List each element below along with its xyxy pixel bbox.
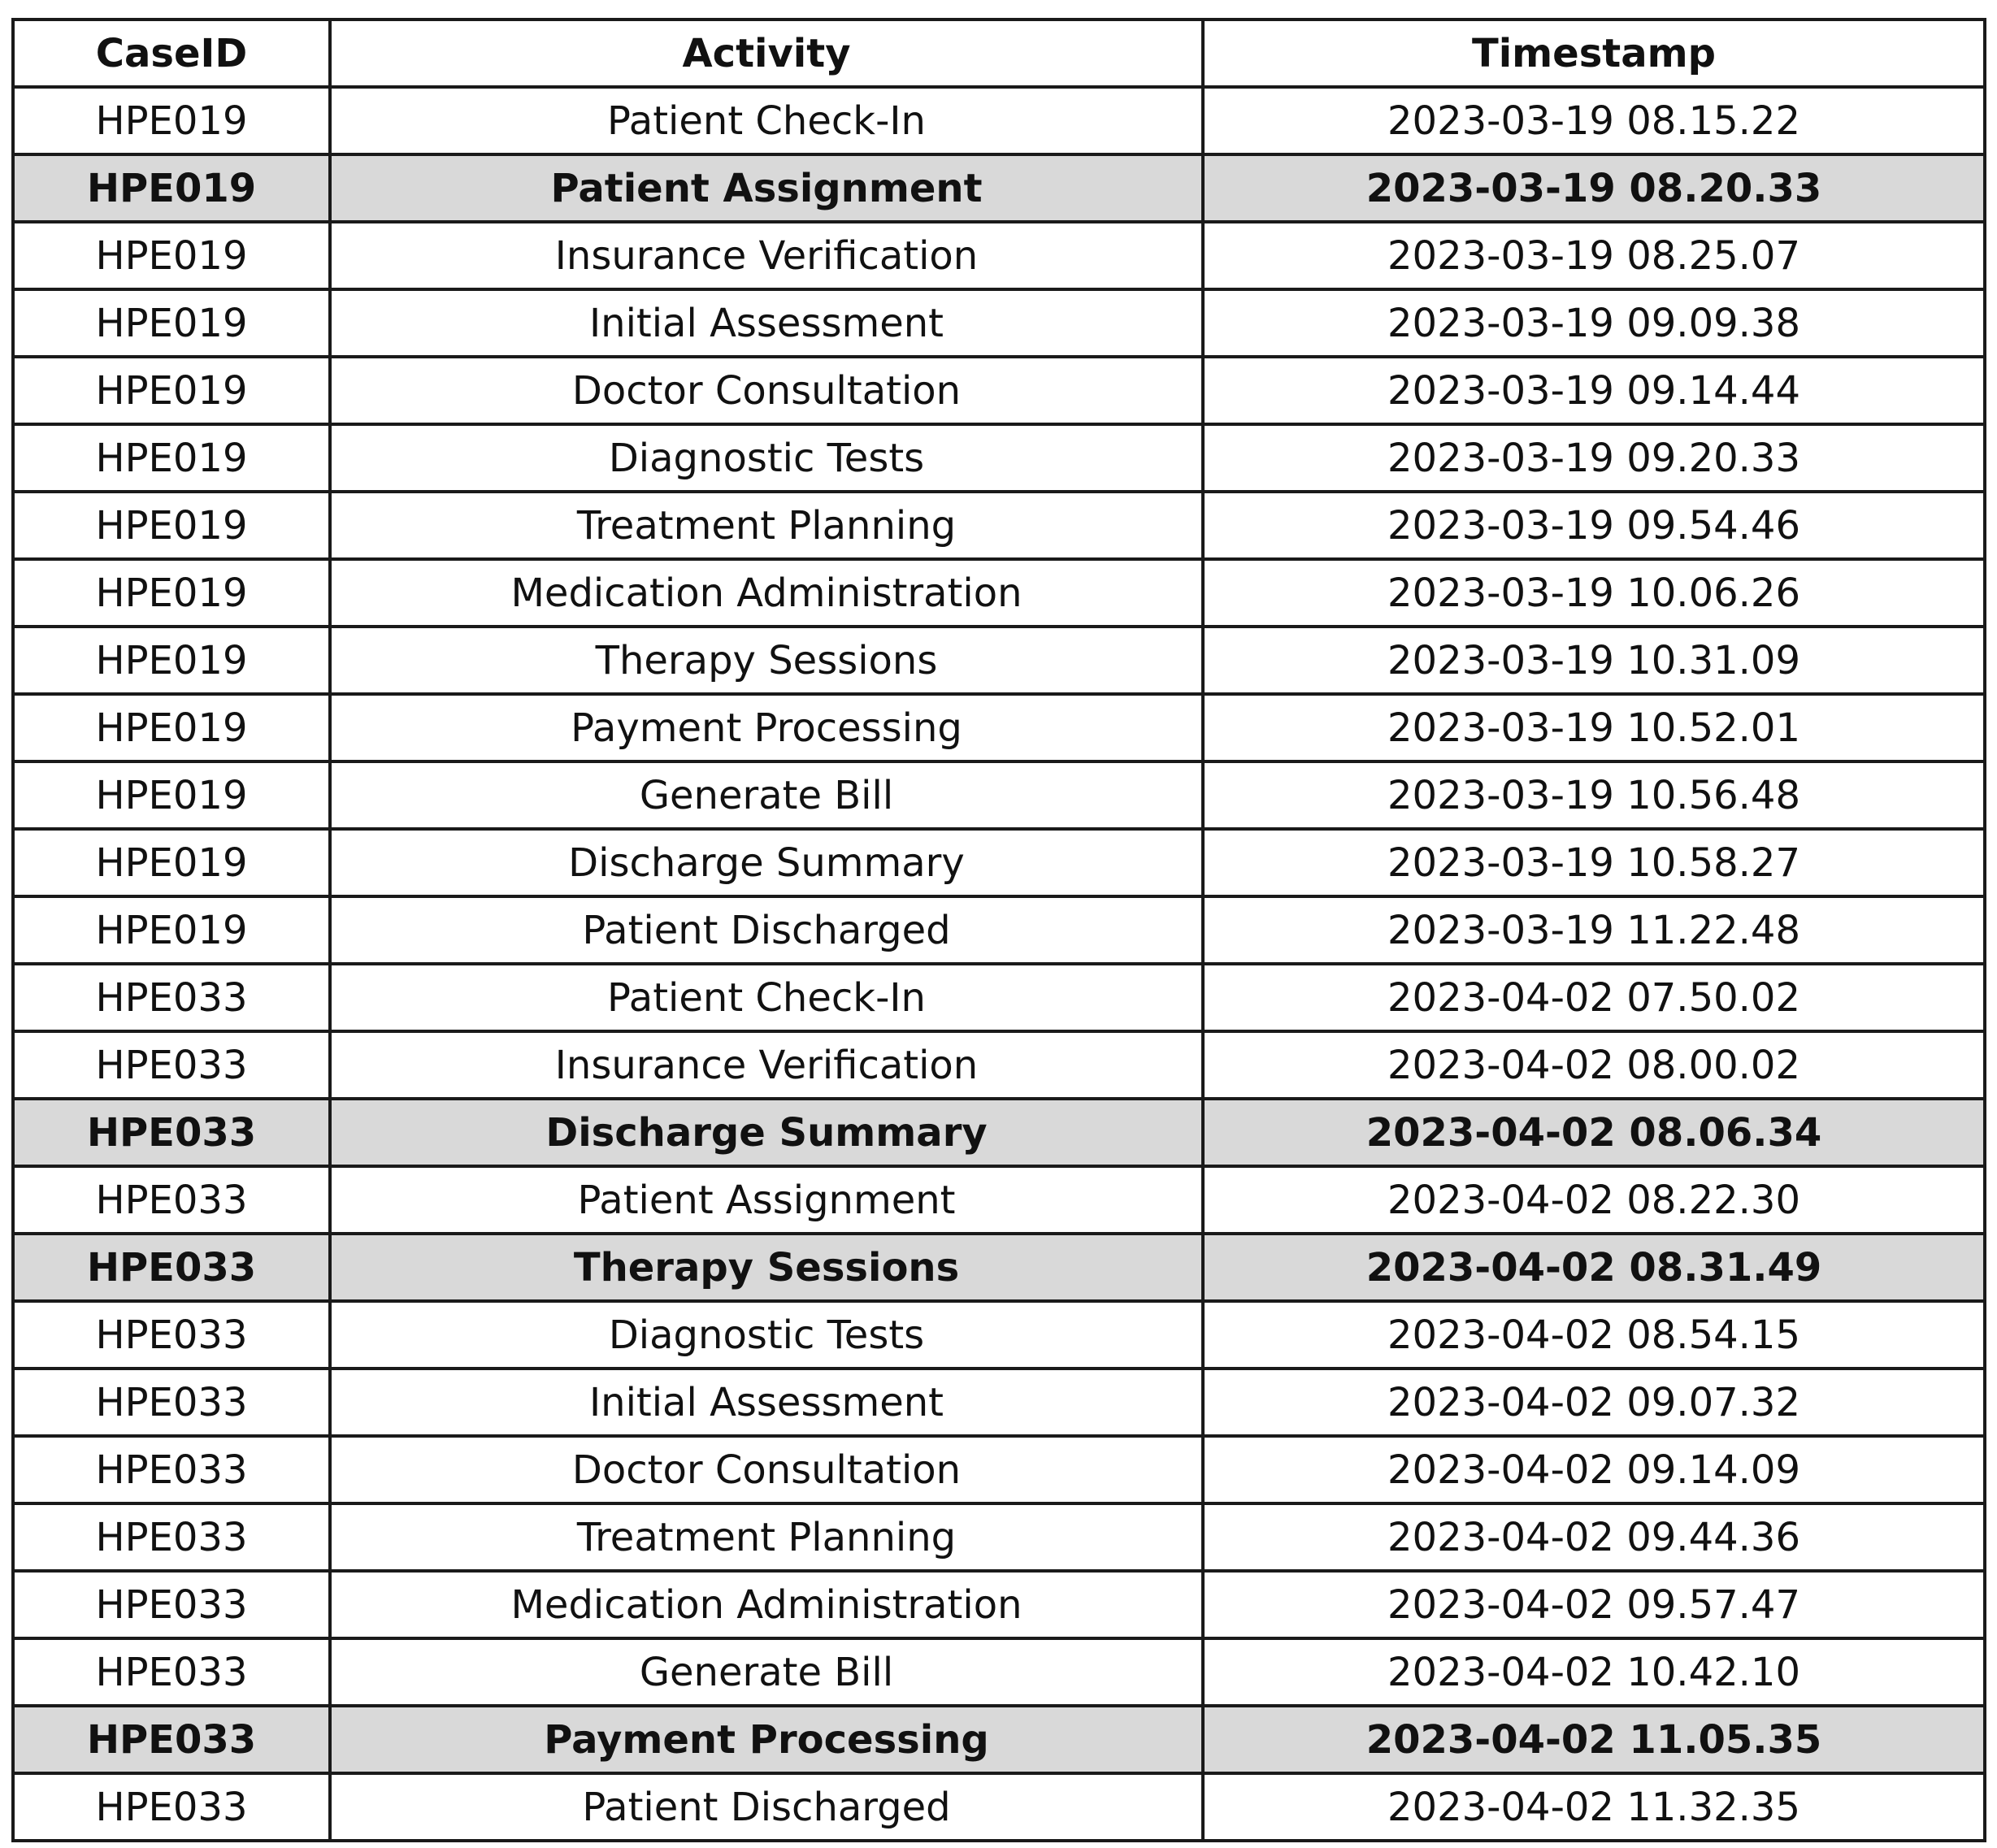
activity-cell: Patient Discharged [330,1773,1203,1841]
caseid-cell: HPE019 [13,627,330,694]
header-row [13,20,1985,87]
table-row [13,627,1985,694]
event-log-table [11,18,1986,1842]
caseid-cell: HPE019 [13,222,330,289]
caseid-cell: HPE033 [13,1503,330,1571]
table-row [13,1436,1985,1503]
table-row [13,1301,1985,1369]
timestamp-cell: 2023-04-02 08.00.02 [1203,1031,1985,1099]
table-row [13,222,1985,289]
table-row [13,1571,1985,1638]
timestamp-cell: 2023-03-19 08.25.07 [1203,222,1985,289]
activity-cell: Patient Check-In [330,964,1203,1031]
table-row [13,829,1985,896]
caseid-cell: HPE019 [13,357,330,424]
table-row [13,559,1985,627]
table-row-highlighted [13,1099,1985,1166]
caseid-cell: HPE019 [13,154,330,222]
table-row [13,357,1985,424]
activity-cell: Insurance Verification [330,1031,1203,1099]
timestamp-cell: 2023-03-19 10.52.01 [1203,694,1985,761]
activity-cell: Doctor Consultation [330,1436,1203,1503]
caseid-cell: HPE019 [13,694,330,761]
table-row [13,1503,1985,1571]
table-row [13,1638,1985,1706]
caseid-cell: HPE019 [13,424,330,492]
activity-cell: Treatment Planning [330,1503,1203,1571]
table-body [13,87,1985,1841]
timestamp-cell: 2023-03-19 10.31.09 [1203,627,1985,694]
activity-cell: Initial Assessment [330,289,1203,357]
caseid-cell: HPE033 [13,964,330,1031]
caseid-cell: HPE019 [13,492,330,559]
caseid-cell: HPE019 [13,829,330,896]
timestamp-cell: 2023-04-02 08.22.30 [1203,1166,1985,1234]
activity-cell: Medication Administration [330,1571,1203,1638]
activity-cell: Therapy Sessions [330,1234,1203,1301]
activity-cell: Generate Bill [330,761,1203,829]
table-row [13,1031,1985,1099]
activity-cell: Treatment Planning [330,492,1203,559]
caseid-cell: HPE019 [13,87,330,154]
activity-cell: Patient Assignment [330,154,1203,222]
activity-cell: Diagnostic Tests [330,424,1203,492]
activity-cell: Patient Assignment [330,1166,1203,1234]
caseid-cell: HPE033 [13,1436,330,1503]
caseid-cell: HPE033 [13,1706,330,1773]
timestamp-cell: 2023-03-19 09.09.38 [1203,289,1985,357]
caseid-cell: HPE033 [13,1571,330,1638]
activity-cell: Patient Discharged [330,896,1203,964]
table-row [13,1369,1985,1436]
caseid-cell: HPE033 [13,1301,330,1369]
timestamp-cell: 2023-03-19 09.14.44 [1203,357,1985,424]
timestamp-cell: 2023-04-02 09.07.32 [1203,1369,1985,1436]
table-row-highlighted [13,1234,1985,1301]
table-row [13,896,1985,964]
table-row [13,424,1985,492]
timestamp-cell: 2023-03-19 09.20.33 [1203,424,1985,492]
activity-cell: Therapy Sessions [330,627,1203,694]
activity-cell: Diagnostic Tests [330,1301,1203,1369]
table-row [13,1166,1985,1234]
caseid-cell: HPE033 [13,1031,330,1099]
caseid-cell: HPE033 [13,1099,330,1166]
caseid-cell: HPE019 [13,896,330,964]
table-row [13,1773,1985,1841]
caseid-cell: HPE033 [13,1234,330,1301]
column-header-caseid: CaseID [13,20,330,87]
activity-cell: Patient Check-In [330,87,1203,154]
timestamp-cell: 2023-04-02 08.06.34 [1203,1099,1985,1166]
table-row [13,289,1985,357]
timestamp-cell: 2023-03-19 11.22.48 [1203,896,1985,964]
caseid-cell: HPE033 [13,1166,330,1234]
table-row [13,761,1985,829]
timestamp-cell: 2023-04-02 09.14.09 [1203,1436,1985,1503]
table-row-highlighted [13,1706,1985,1773]
timestamp-cell: 2023-03-19 09.54.46 [1203,492,1985,559]
timestamp-cell: 2023-03-19 10.06.26 [1203,559,1985,627]
table-row [13,694,1985,761]
activity-cell: Generate Bill [330,1638,1203,1706]
caseid-cell: HPE033 [13,1638,330,1706]
column-header-activity: Activity [330,20,1203,87]
table-row [13,964,1985,1031]
timestamp-cell: 2023-04-02 07.50.02 [1203,964,1985,1031]
timestamp-cell: 2023-04-02 09.44.36 [1203,1503,1985,1571]
activity-cell: Initial Assessment [330,1369,1203,1436]
table-row [13,87,1985,154]
column-header-timestamp: Timestamp [1203,20,1985,87]
caseid-cell: HPE019 [13,559,330,627]
timestamp-cell: 2023-03-19 10.58.27 [1203,829,1985,896]
table-row [13,492,1985,559]
timestamp-cell: 2023-04-02 08.31.49 [1203,1234,1985,1301]
timestamp-cell: 2023-03-19 08.15.22 [1203,87,1985,154]
timestamp-cell: 2023-04-02 11.32.35 [1203,1773,1985,1841]
timestamp-cell: 2023-04-02 08.54.15 [1203,1301,1985,1369]
activity-cell: Discharge Summary [330,829,1203,896]
activity-cell: Discharge Summary [330,1099,1203,1166]
timestamp-cell: 2023-03-19 08.20.33 [1203,154,1985,222]
timestamp-cell: 2023-04-02 09.57.47 [1203,1571,1985,1638]
activity-cell: Insurance Verification [330,222,1203,289]
caseid-cell: HPE033 [13,1773,330,1841]
activity-cell: Doctor Consultation [330,357,1203,424]
caseid-cell: HPE019 [13,289,330,357]
activity-cell: Medication Administration [330,559,1203,627]
timestamp-cell: 2023-03-19 10.56.48 [1203,761,1985,829]
activity-cell: Payment Processing [330,1706,1203,1773]
timestamp-cell: 2023-04-02 11.05.35 [1203,1706,1985,1773]
caseid-cell: HPE019 [13,761,330,829]
table-row-highlighted [13,154,1985,222]
timestamp-cell: 2023-04-02 10.42.10 [1203,1638,1985,1706]
activity-cell: Payment Processing [330,694,1203,761]
caseid-cell: HPE033 [13,1369,330,1436]
